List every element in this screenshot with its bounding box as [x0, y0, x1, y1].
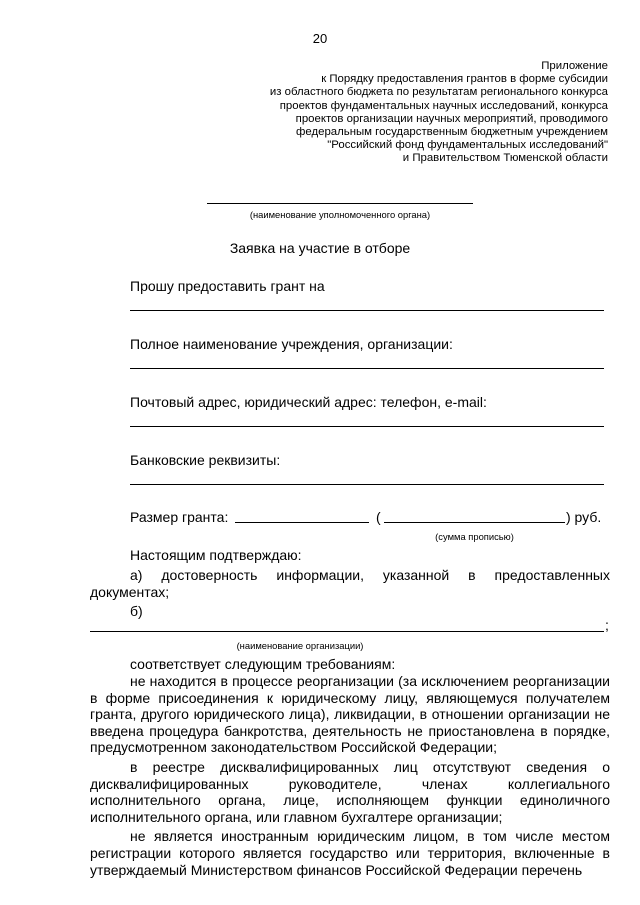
organization-name-line[interactable] [90, 631, 604, 632]
page-number: 20 [312, 31, 328, 46]
line-end-semicolon: ; [605, 617, 609, 633]
amount-currency: ) руб. [566, 509, 602, 525]
amount-open-paren: ( [376, 509, 381, 525]
confirm-item-b: б) [130, 603, 143, 619]
address-line[interactable] [130, 426, 604, 427]
authority-name-line[interactable] [207, 203, 473, 204]
organization-caption: (наименование организации) [236, 640, 364, 651]
grant-amount-line[interactable] [235, 522, 369, 523]
bank-details-label: Банковские реквизиты: [130, 452, 281, 468]
full-name-label: Полное наименование учреждения, организации: [130, 336, 453, 352]
authority-caption: (наименование уполномоченного органа) [249, 209, 431, 220]
confirm-intro: Настоящим подтверждаю: [130, 547, 302, 563]
requirement-item: не находится в процессе реорганизации (за исключением реорганизации в форме присоединения к юридическому лицу, являющемуся получателем гранта, другого юридического лица), ликвидации, в отношении организации не введена процедура банкротства, деятельность не приостановлена в порядке, предусмотренном законодательством Российской Федерации; [90, 673, 610, 756]
requirement-item: не является иностранным юридическим лицом, в том числе местом регистрации которого является государство или территория, включенные в утверждаемый Министерством финансов Российской Федерации перечень [90, 828, 610, 878]
appendix-line: проектов фундаментальных научных исследований, конкурса [279, 99, 608, 112]
appendix-line: проектов организации научных мероприятий, проводимого [295, 112, 608, 125]
address-label: Почтовый адрес, юридический адрес: телефон, e-mail: [130, 394, 487, 410]
grant-amount-label: Размер гранта: [130, 509, 229, 525]
appendix-line: из областного бюджета по результатам регионального конкурса [269, 86, 608, 99]
appendix-header [270, 60, 608, 166]
appendix-line: Приложение [541, 60, 608, 72]
amount-in-words-line[interactable] [384, 522, 565, 523]
grant-request-label: Прошу предоставить грант на [130, 278, 325, 294]
requirement-item: в реестре дисквалифицированных лиц отсутствуют сведения о дисквалифицированных руководителе, членах коллегиального исполнительного органа, лице, исполняющем функции единоличного исполнительного органа, или главном бухгалтере организации; [90, 758, 610, 825]
requirements-list [90, 673, 610, 878]
requirements-intro: соответствует следующим требованиям: [130, 656, 396, 672]
appendix-line: федеральным государственным бюджетным учреждением [296, 126, 608, 139]
appendix-line: и Правительством Тюменской области [402, 152, 608, 165]
amount-in-words-caption: (сумма прописью) [435, 531, 514, 542]
appendix-line: к Порядку предоставления грантов в форме субсидии [321, 73, 608, 86]
bank-details-line[interactable] [130, 484, 604, 485]
grant-request-line[interactable] [130, 310, 604, 311]
appendix-line: "Российский фонд фундаментальных исследований" [327, 139, 608, 152]
form-title: Заявка на участие в отборе [229, 240, 411, 256]
confirm-item-a [90, 567, 610, 600]
confirm-item-a-text: а) достоверность информации, указанной в предоставленных документах; [90, 567, 610, 600]
full-name-line[interactable] [130, 368, 604, 369]
